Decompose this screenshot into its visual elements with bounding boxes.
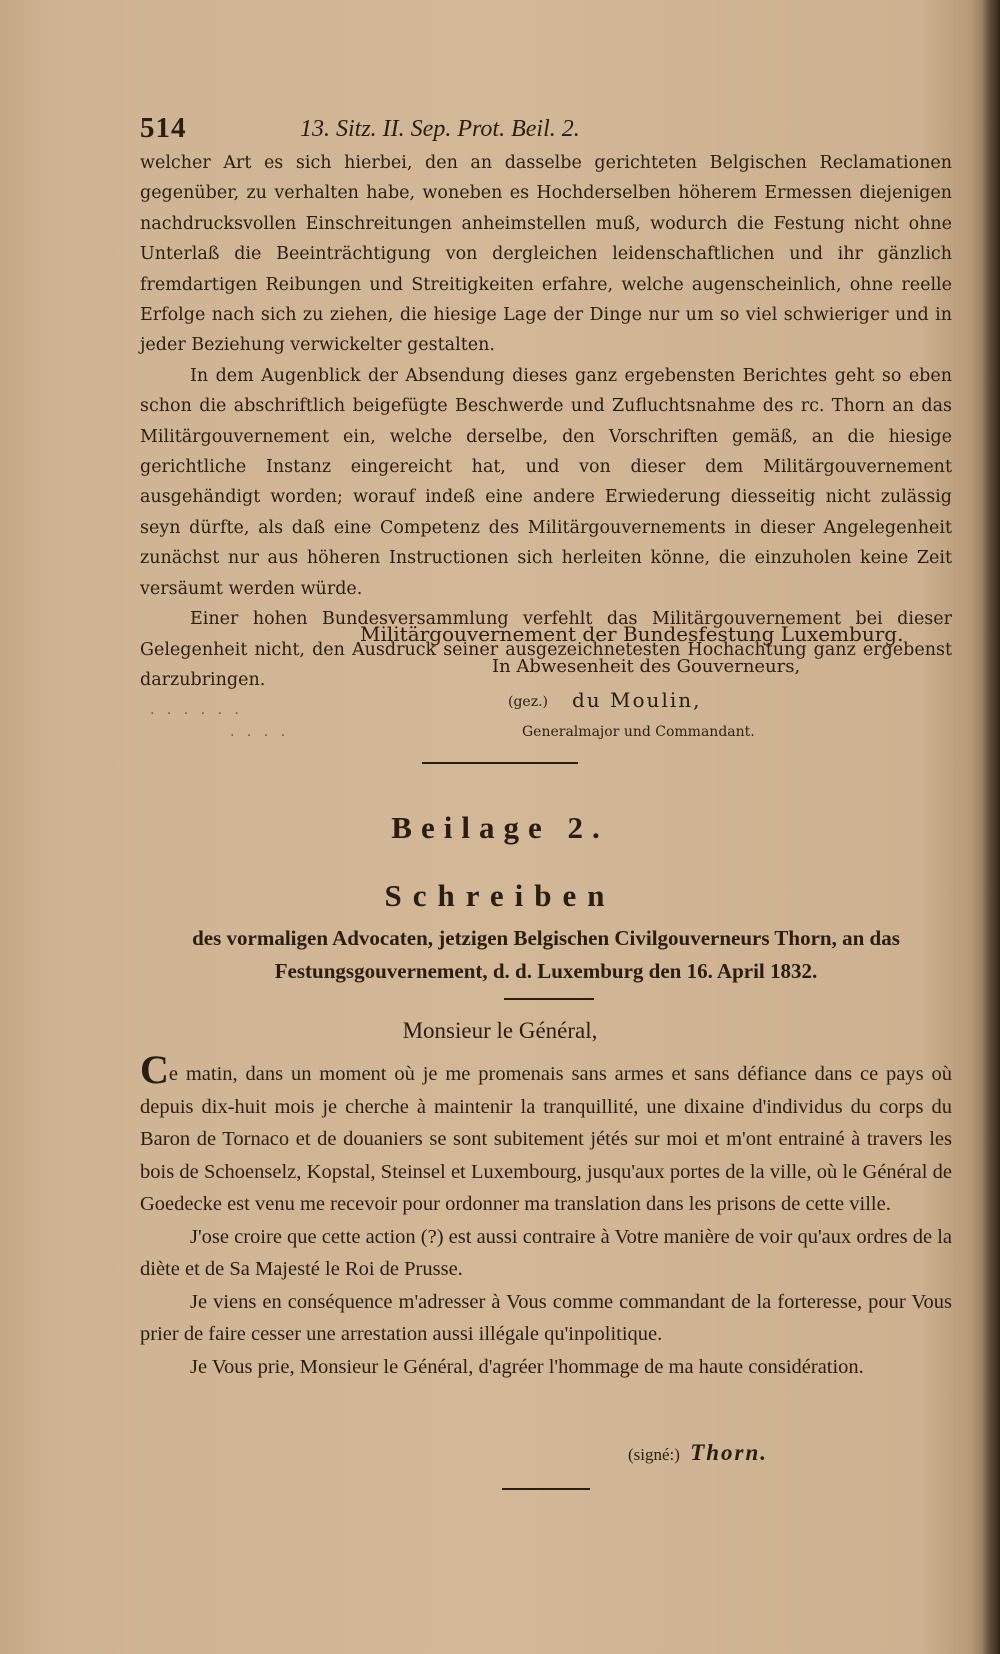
end-rule [502, 1488, 590, 1490]
section-rule [422, 762, 578, 764]
report-paragraph-2: In dem Augenblick der Absendung dieses ganz ergebensten Berichtes geht so eben schon die abschriftlich beigefügte Beschwerde und Zufluchtsnahme des rc. Thorn an das Militärgouvernement ein, welche derselbe, den Vorschriften gemäß, an die hiesige gerichtliche Instanz eingereicht hat, und von dieser dem Militärgouvernement ausgehändigt worden; worauf indeß eine andere Erwiederung diesseitig nicht zulässig seyn dürfte, als daß eine Competenz des Militärgouvernements in dieser Angelegenheit zunächst nur aus höheren Instructionen sich herleiten könne, die einzuholen keine Zeit versäumt werden würde. [140, 365, 952, 599]
letter-paragraph-4: Je Vous prie, Monsieur le Général, d'agréer l'hommage de ma haute considération. [190, 1355, 864, 1378]
letter-paragraph-3: Je viens en conséquence m'adresser à Vous comme commandant de la forteresse, pour Vous prier de faire cesser une arrestation aussi illégale qu'inpolitique. [140, 1290, 952, 1345]
page-header [140, 112, 900, 146]
signer-name: Thorn. [690, 1440, 769, 1465]
signature-title: Generalmajor und Commandant. [522, 724, 755, 740]
signature-block [360, 622, 920, 742]
page-number: 514 [140, 112, 187, 144]
signature-absence: In Abwesenheit des Gouverneurs, [492, 656, 801, 677]
signature-name: du Moulin, [572, 688, 702, 712]
signe-label: (signé:) [628, 1445, 680, 1464]
letter-body [140, 1047, 952, 1383]
running-head: 13. Sitz. II. Sep. Prot. Beil. 2. [300, 116, 580, 142]
drop-cap: C [140, 1047, 169, 1092]
signature-office: Militärgouvernement der Bundesfestung Luxemburg. [360, 622, 904, 646]
faint-dots: · · · · [230, 728, 290, 744]
faint-dots: · · · · · · [150, 706, 243, 722]
appendix-subtitle: des vormaligen Advocaten, jetzigen Belgischen Civilgouverneurs Thorn, an das Festungsgouvernement, d. d. Luxemburg den 16. April 1832. [192, 926, 900, 983]
report-text [140, 148, 952, 695]
appendix-title: Schreiben [384, 878, 616, 913]
letter-salutation: Monsieur le Général, [402, 1018, 598, 1043]
subtitle-rule [504, 998, 594, 1000]
letter-paragraph-1: e matin, dans un moment où je me promenais sans armes et sans défiance dans ce pays où depuis dix-huit mois je cherche à maintenir la tranquillité, une dixaine d'individus du corps du Baron de Tornaco et de douaniers se sont subitement jétés sur moi et m'ont entrainé à travers les bois de Schoenselz, Kopstal, Steinsel et Luxembourg, jusqu'aux portes de la ville, où le Général de Goedecke est venu me recevoir pour ordonner ma translation dans les prisons de cette ville. [140, 1063, 952, 1215]
report-paragraph-1: welcher Art es sich hierbei, den an dasselbe gerichteten Belgischen Reclamationen gegenüber, zu verhalten habe, woneben es Hochderselben höherem Ermessen diejenigen nachdrucksvollen Einschreitungen anheimstellen muß, wodurch die Festung nicht ohne Unterlaß die Beeinträchtigung von dergleichen leidenschaftlichen und ihr gänzlich fremdartigen Reibungen und Streitigkeiten erfahre, welche augenscheinlich, ohne reelle Erfolge nach sich zu ziehen, die hiesige Lage der Dinge nur um so viel schwieriger und in jeder Beziehung verwickelter gestalten. [140, 153, 952, 356]
letter-signature [628, 1440, 768, 1466]
appendix-heading: Beilage 2. [391, 810, 609, 845]
letter-paragraph-2: J'ose croire que cette action (?) est aussi contraire à Votre manière de voir qu'aux ordres de la diète et de Sa Majesté le Roi de Prusse. [140, 1225, 952, 1280]
signature-gez: (gez.) [508, 694, 548, 710]
report-paragraph-3: Einer hohen Bundesversammlung verfehlt das Militärgouvernement bei dieser Gelegenheit nicht, den Ausdruck seiner ausgezeichnetesten Hochachtung ganz ergebenst darzubringen. [140, 609, 952, 690]
